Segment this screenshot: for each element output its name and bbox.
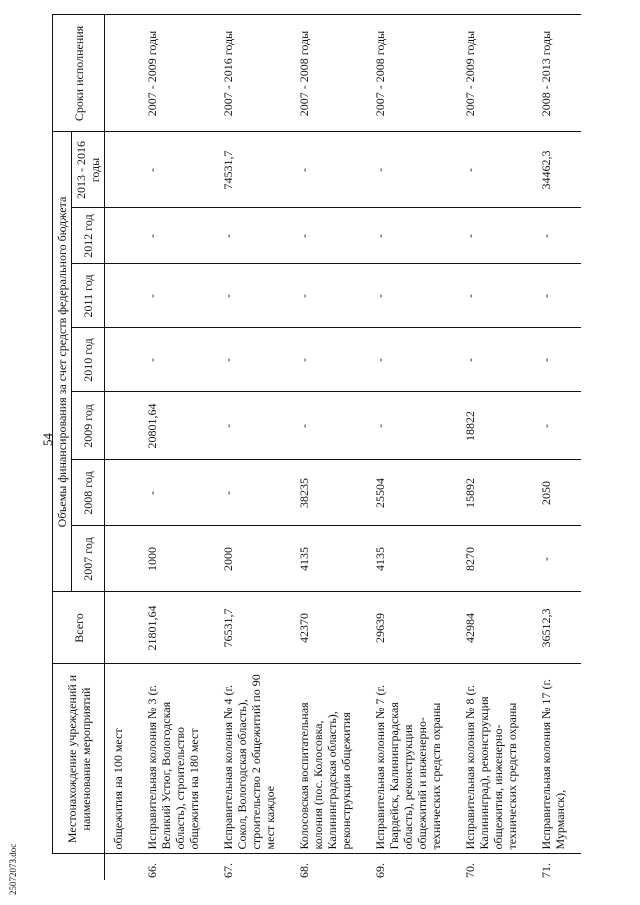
row-value: 15892 bbox=[457, 460, 533, 526]
row-total: 29639 bbox=[367, 592, 457, 664]
row-total: 42984 bbox=[457, 592, 533, 664]
row-value: - bbox=[291, 392, 367, 460]
header-name: Местонахождение учреждений и наименование мероприятий bbox=[53, 664, 105, 854]
row-value: - bbox=[457, 132, 533, 208]
table-body bbox=[105, 15, 582, 880]
row-value: 25504 bbox=[367, 460, 457, 526]
row-value: - bbox=[215, 460, 291, 526]
row-name: Исправительная колония № 17 (г. Мурманск), bbox=[533, 664, 581, 854]
header-year: 2011 год bbox=[72, 264, 105, 328]
row-total: 42370 bbox=[291, 592, 367, 664]
row-term: 2007 - 2009 годы bbox=[139, 15, 215, 132]
row-value: 8270 bbox=[457, 526, 533, 592]
row-value: - bbox=[533, 264, 581, 328]
row-value: 2000 bbox=[215, 526, 291, 592]
page-number: 54 bbox=[40, 433, 55, 446]
row-value: - bbox=[291, 132, 367, 208]
row-number: 67. bbox=[215, 854, 291, 880]
row-value: 74531,7 bbox=[215, 132, 291, 208]
row-value: - bbox=[367, 392, 457, 460]
row-value: - bbox=[139, 264, 215, 328]
row-value: - bbox=[215, 264, 291, 328]
table-row bbox=[533, 15, 581, 880]
row-value: - bbox=[139, 208, 215, 264]
header-year: 2010 год bbox=[72, 328, 105, 392]
document-code: 2507207З.doc bbox=[8, 843, 18, 895]
row-name: Исправительная колония № 7 (г. Гвардейск, Калининградская область), реконструкция общежитий и инженерно-технических средств охраны bbox=[367, 664, 457, 854]
row-value: 38235 bbox=[291, 460, 367, 526]
row-value: - bbox=[367, 132, 457, 208]
row-number: 68. bbox=[291, 854, 367, 880]
header-group: Объемы финансирования за счет средств федерального бюджета bbox=[53, 132, 72, 592]
row-term: 2007 - 2016 годы bbox=[215, 15, 291, 132]
row-term: 2007 - 2009 годы bbox=[457, 15, 533, 132]
row-value: 2050 bbox=[533, 460, 581, 526]
intro-text: общежития на 100 мест bbox=[105, 664, 140, 854]
header-total: Всего bbox=[53, 592, 105, 664]
table-row bbox=[105, 15, 140, 880]
row-value: 4135 bbox=[367, 526, 457, 592]
row-number: 71. bbox=[533, 854, 581, 880]
row-name: Исправительная колония № 3 (г. Великий Устюг, Вологодская область), строительство общежития на 180 мест bbox=[139, 664, 215, 854]
row-value: - bbox=[533, 328, 581, 392]
row-total: 21801,64 bbox=[139, 592, 215, 664]
table-header bbox=[53, 15, 105, 880]
row-number: 69. bbox=[367, 854, 457, 880]
row-value: - bbox=[291, 328, 367, 392]
row-value: 1000 bbox=[139, 526, 215, 592]
row-number: 70. bbox=[457, 854, 533, 880]
row-value: 34462,3 bbox=[533, 132, 581, 208]
row-name: Исправительная колония № 8 (г. Калининград), реконструкция общежития, инженерно-технических средств охраны bbox=[457, 664, 533, 854]
row-value: - bbox=[457, 328, 533, 392]
row-value: - bbox=[215, 392, 291, 460]
row-value: - bbox=[215, 208, 291, 264]
financing-table bbox=[52, 14, 581, 880]
row-value: - bbox=[291, 208, 367, 264]
header-year: 2009 год bbox=[72, 392, 105, 460]
row-value: 18822 bbox=[457, 392, 533, 460]
row-total: 36512,3 bbox=[533, 592, 581, 664]
row-value: - bbox=[457, 264, 533, 328]
row-total: 76531,7 bbox=[215, 592, 291, 664]
header-number-cell bbox=[53, 854, 105, 880]
row-term: 2007 - 2008 годы bbox=[367, 15, 457, 132]
row-value: - bbox=[533, 208, 581, 264]
table-row bbox=[215, 15, 291, 880]
rotated-table-container bbox=[52, 15, 612, 880]
table-row bbox=[291, 15, 367, 880]
row-value: - bbox=[367, 208, 457, 264]
row-value: - bbox=[291, 264, 367, 328]
row-value: - bbox=[457, 208, 533, 264]
row-value: - bbox=[139, 460, 215, 526]
header-year: 2013 - 2016 годы bbox=[72, 132, 105, 208]
row-value: 20801,64 bbox=[139, 392, 215, 460]
row-number: 66. bbox=[139, 854, 215, 880]
row-term: 2008 - 2013 годы bbox=[533, 15, 581, 132]
row-value: - bbox=[533, 526, 581, 592]
header-year: 2012 год bbox=[72, 208, 105, 264]
row-value: - bbox=[139, 132, 215, 208]
table-row bbox=[139, 15, 215, 880]
row-value: - bbox=[367, 328, 457, 392]
row-name: Колосовская воспитательная колония (пос. Колосовка, Калининградская область), реконструкция общежития bbox=[291, 664, 367, 854]
row-value: - bbox=[367, 264, 457, 328]
row-term: 2007 - 2008 годы bbox=[291, 15, 367, 132]
table-row bbox=[457, 15, 533, 880]
header-terms: Сроки исполнения bbox=[53, 15, 105, 132]
header-year: 2007 год bbox=[72, 526, 105, 592]
row-value: 4135 bbox=[291, 526, 367, 592]
row-value: - bbox=[139, 328, 215, 392]
table-row bbox=[367, 15, 457, 880]
row-name: Исправительная колония № 4 (г. Сокол, Вологодская область), строительство 2 общежитий по 90 мест каждое bbox=[215, 664, 291, 854]
header-year: 2008 год bbox=[72, 460, 105, 526]
row-value: - bbox=[215, 328, 291, 392]
row-value: - bbox=[533, 392, 581, 460]
